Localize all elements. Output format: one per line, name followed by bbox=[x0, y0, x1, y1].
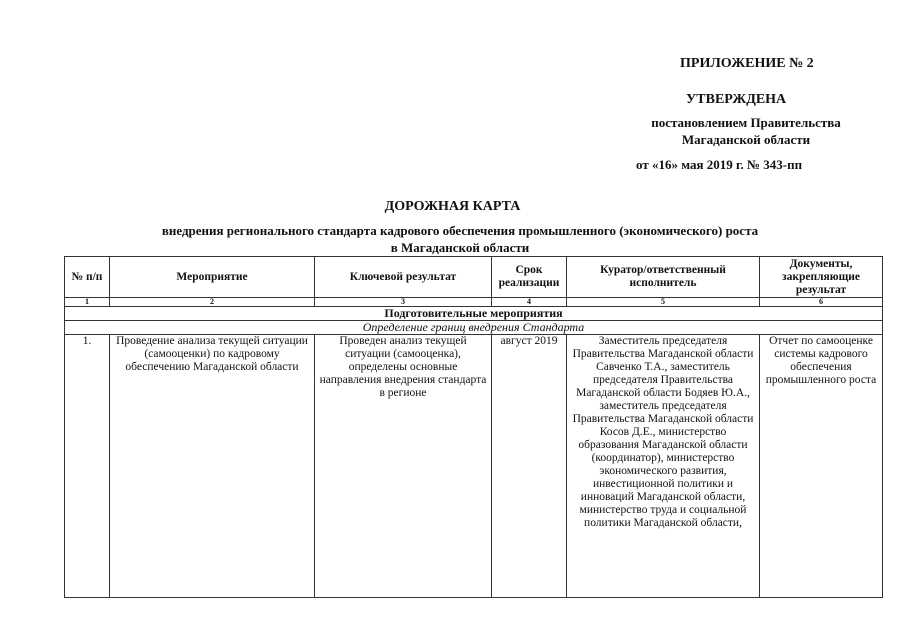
table-header-row bbox=[65, 257, 883, 298]
decree-line-2: Магаданской области bbox=[681, 132, 811, 147]
table-row bbox=[65, 335, 883, 598]
col-header-event: Мероприятие bbox=[110, 257, 315, 298]
row-event: Проведение анализа текущей ситуации (самооценки) по кадровому обеспечению Магаданской области bbox=[110, 335, 315, 598]
appendix-label: ПРИЛОЖЕНИЕ № 2 bbox=[680, 56, 814, 71]
col-number: 2 bbox=[110, 298, 315, 307]
document-subtitle bbox=[100, 222, 820, 256]
col-number: 4 bbox=[492, 298, 567, 307]
subsection-title: Определение границ внедрения Стандарта bbox=[65, 321, 883, 335]
roadmap-table bbox=[64, 256, 883, 598]
col-number: 5 bbox=[567, 298, 760, 307]
subtitle-line-1: внедрения регионального стандарта кадрового обеспечения промышленного (экономического) роста bbox=[161, 223, 759, 238]
subsection-row bbox=[65, 321, 883, 335]
decree-block bbox=[626, 114, 866, 148]
row-result: Проведен анализ текущей ситуации (самооценка), определены основные направления внедрения стандарта в регионе bbox=[315, 335, 492, 598]
col-header-curator: Куратор/ответственный исполнитель bbox=[567, 257, 760, 298]
section-title: Подготовительные мероприятия bbox=[65, 307, 883, 321]
col-header-deadline: Срок реализации bbox=[492, 257, 567, 298]
row-documents: Отчет по самооценке системы кадрового обеспечения промышленного роста bbox=[760, 335, 883, 598]
col-number: 1 bbox=[65, 298, 110, 307]
approved-label: УТВЕРЖДЕНА bbox=[686, 92, 787, 107]
col-number: 6 bbox=[760, 298, 883, 307]
row-deadline: август 2019 bbox=[492, 335, 567, 598]
row-curator: Заместитель председателя Правительства Магаданской области Савченко Т.А., заместитель председателя Правительства Магаданской области Бодяев Ю.А., заместитель председателя Правительства Магаданской области Косов Д.Е., министерство образования Магаданской области (координатор), министерство экономического развития, инвестиционной политики и инноваций Магаданской области, министерство труда и социальной политики Магаданской области, bbox=[567, 335, 760, 598]
decree-date: от «16» мая 2019 г. № 343-пп bbox=[636, 157, 803, 172]
col-header-num: № п/п bbox=[65, 257, 110, 298]
col-header-documents: Документы, закрепляющие результат bbox=[760, 257, 883, 298]
section-row bbox=[65, 307, 883, 321]
document-title: ДОРОЖНАЯ КАРТА bbox=[384, 199, 521, 214]
decree-line-1: постановлением Правительства bbox=[651, 115, 841, 130]
col-header-result: Ключевой результат bbox=[315, 257, 492, 298]
subtitle-line-2: в Магаданской области bbox=[390, 240, 530, 255]
col-number: 3 bbox=[315, 298, 492, 307]
row-number: 1. bbox=[65, 335, 110, 598]
